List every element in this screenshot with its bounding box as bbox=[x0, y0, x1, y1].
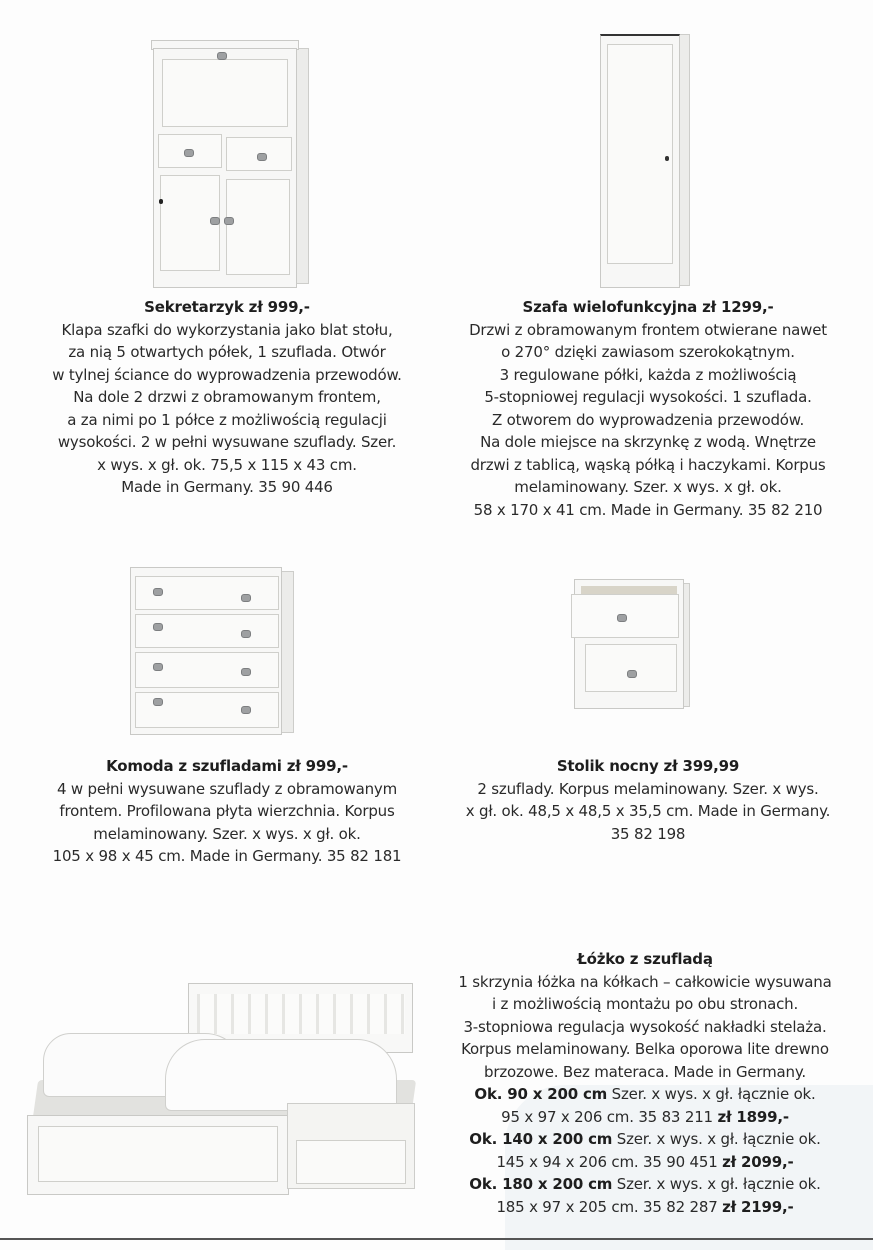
description-line: Na dole 2 drzwi z obramowanym frontem, bbox=[73, 388, 381, 406]
wardrobe-photo bbox=[598, 30, 698, 290]
description-line: 3 regulowane półki, każda z możliwością bbox=[499, 365, 797, 384]
description-line: i z możliwością montażu po obu stronach. bbox=[491, 995, 799, 1013]
product-title: Szafa wielofunkcyjna zł 1299,- bbox=[522, 298, 774, 316]
description-line: za nią 5 otwartych półek, 1 szuflada. Otwór bbox=[68, 343, 386, 361]
variant-180x200 bbox=[424, 1173, 866, 1196]
product-nightstand bbox=[432, 755, 864, 845]
variant-price: zł 2099,- bbox=[722, 1152, 794, 1171]
description-line: Drzwi z obramowanym frontem otwierane nawet bbox=[469, 320, 827, 339]
product-title: Łóżko z szufladą bbox=[577, 950, 713, 968]
description-line: Korpus melaminowany. Belka oporowa lite drewno bbox=[461, 1040, 829, 1058]
variant-140x200 bbox=[424, 1128, 866, 1151]
description-line: x gł. ok. 48,5 x 48,5 x 35,5 cm. Made in Germany. bbox=[465, 802, 831, 820]
product-title: Sekretarzyk zł 999,- bbox=[144, 298, 310, 316]
description-line: brzozowe. Bez materaca. Made in Germany. bbox=[484, 1062, 806, 1081]
description-line: Made in Germany. 35 90 446 bbox=[121, 478, 333, 496]
chest-of-drawers-photo bbox=[128, 565, 303, 740]
product-bed-with-drawer bbox=[424, 948, 866, 1218]
variant-size: Ok. 90 x 200 cm bbox=[474, 1085, 608, 1103]
description-line: Klapa szafki do wykorzystania jako blat stołu, bbox=[61, 320, 393, 339]
product-wardrobe bbox=[432, 296, 864, 521]
variant-180x200-details bbox=[424, 1196, 866, 1219]
product-title: Stolik nocny zł 399,99 bbox=[556, 757, 740, 775]
description-line: x wys. x gł. ok. 75,5 x 115 x 43 cm. bbox=[97, 455, 357, 474]
description-line: melaminowany. Szer. x wys. x gł. ok. bbox=[93, 824, 361, 843]
description-line: melaminowany. Szer. x wys. x gł. ok. bbox=[514, 478, 782, 496]
variant-size: Ok. 180 x 200 cm bbox=[469, 1175, 613, 1193]
description-line: 4 w pełni wysuwane szuflady z obramowanym bbox=[57, 779, 397, 798]
variant-90x200-details bbox=[424, 1106, 866, 1129]
description-line: 58 x 170 x 41 cm. Made in Germany. 35 82 210 bbox=[473, 500, 823, 519]
nightstand-photo bbox=[570, 575, 700, 715]
variant-dims-code: 185 x 97 x 205 cm. 35 82 287 bbox=[496, 1197, 718, 1216]
description-line: Na dole miejsce na skrzynkę z wodą. Wnętrze bbox=[480, 433, 816, 451]
variant-price: zł 2199,- bbox=[722, 1197, 794, 1216]
secretary-desk-photo bbox=[145, 40, 310, 290]
variant-140x200-details bbox=[424, 1151, 866, 1174]
variant-dims-code: 95 x 97 x 206 cm. 35 83 211 bbox=[501, 1107, 713, 1126]
description-line: 35 82 198 bbox=[610, 824, 686, 843]
variant-spec: Szer. x wys. x gł. łącznie ok. bbox=[616, 1175, 821, 1193]
variant-dims-code: 145 x 94 x 206 cm. 35 90 451 bbox=[496, 1152, 718, 1171]
description-line: frontem. Profilowana płyta wierzchnia. Korpus bbox=[59, 802, 395, 820]
product-title: Komoda z szufladami zł 999,- bbox=[106, 757, 348, 775]
description-line: w tylnej ściance do wyprowadzenia przewodów. bbox=[52, 365, 402, 384]
product-secretary-desk bbox=[22, 296, 432, 499]
description-line: Z otworem do wyprowadzenia przewodów. bbox=[491, 410, 805, 429]
variant-90x200 bbox=[424, 1083, 866, 1106]
description-line: 3-stopniowa regulacja wysokość nakładki stelaża. bbox=[463, 1017, 827, 1036]
description-line: 1 skrzynia łóżka na kółkach – całkowicie wysuwana bbox=[458, 972, 832, 991]
variant-size: Ok. 140 x 200 cm bbox=[469, 1130, 613, 1148]
description-line: o 270° dzięki zawiasom szerokokątnym. bbox=[501, 343, 795, 361]
product-chest-of-drawers bbox=[22, 755, 432, 868]
description-line: 105 x 98 x 45 cm. Made in Germany. 35 82 181 bbox=[52, 847, 402, 865]
variant-price: zł 1899,- bbox=[717, 1107, 789, 1126]
variant-spec: Szer. x wys. x gł. łącznie ok. bbox=[611, 1085, 816, 1103]
description-line: 2 szuflady. Korpus melaminowany. Szer. x wys. bbox=[477, 779, 819, 798]
description-line: a za nimi po 1 półce z możliwością regulacji bbox=[67, 410, 387, 429]
description-line: wysokości. 2 w pełni wysuwane szuflady. Szer. bbox=[57, 433, 397, 451]
variant-spec: Szer. x wys. x gł. łącznie ok. bbox=[616, 1130, 821, 1148]
bed-with-drawer-photo bbox=[25, 975, 420, 1195]
description-line: 5-stopniowej regulacji wysokości. 1 szuflada. bbox=[484, 388, 812, 406]
bottom-divider bbox=[0, 1238, 873, 1240]
description-line: drzwi z tablicą, wąską półką i haczykami. Korpus bbox=[470, 455, 826, 474]
